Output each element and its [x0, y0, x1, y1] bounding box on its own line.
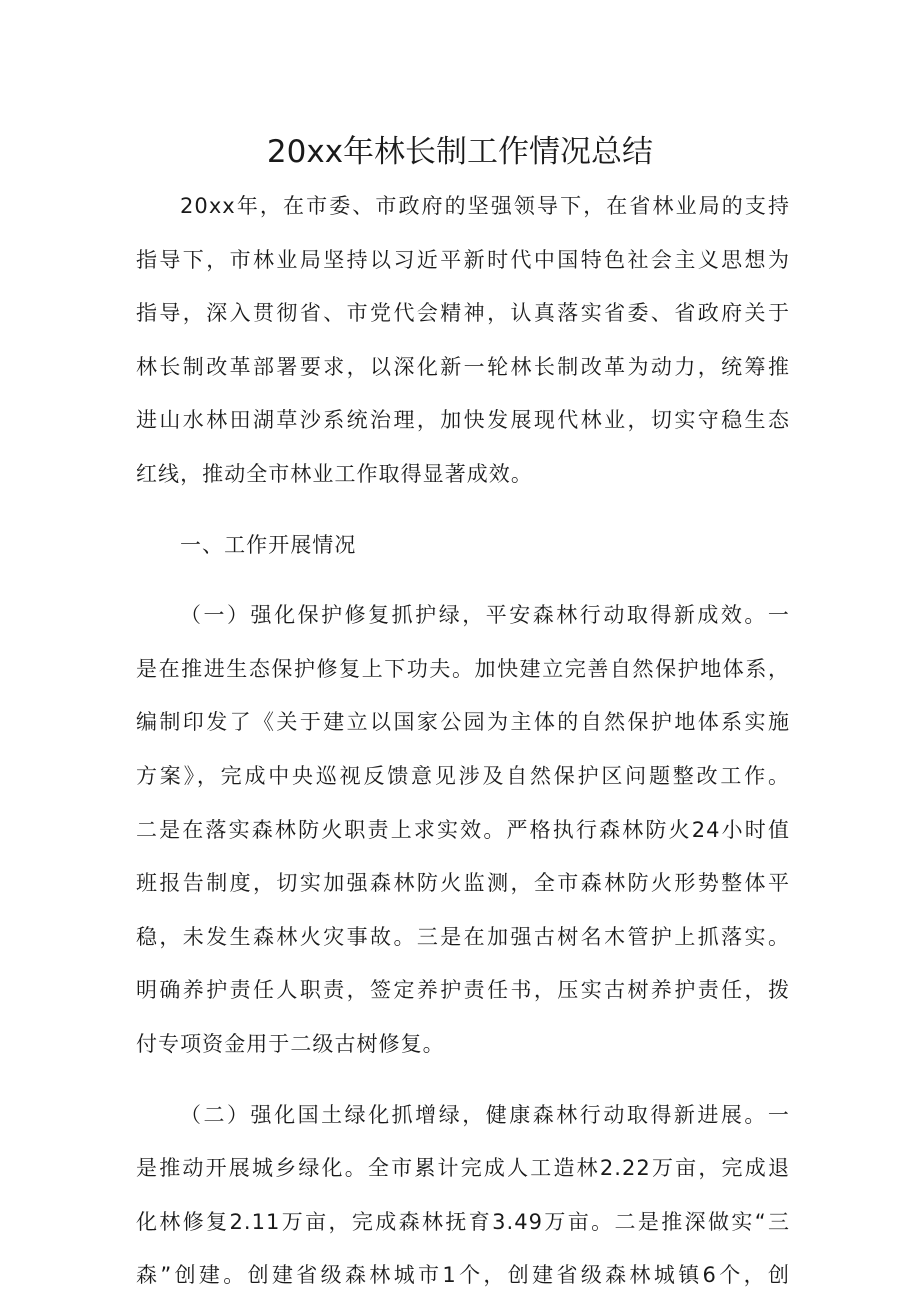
paragraph-gap	[136, 502, 790, 519]
paragraph-3-line-8: 明确养护责任人职责，签定养护责任书，压实古树养护责任，拨	[136, 978, 790, 1003]
document-title: 20xx年林长制工作情况总结	[266, 134, 654, 170]
paragraph-3-line-1: （一）强化保护修复抓护绿，平安森林行动取得新成效。一	[180, 603, 790, 628]
section-heading: 一、工作开展情况	[180, 532, 357, 557]
document-body	[136, 180, 790, 1303]
paragraph-1-line-5: 进山水林田湖草沙系统治理，加快发展现代林业，切实守稳生态	[136, 408, 790, 433]
paragraph-3-line-2: 是在推进生态保护修复上下功夫。加快建立完善自然保护地体系，	[136, 656, 790, 681]
paragraph-3-line-9: 付专项资金用于二级古树修复。	[136, 1031, 445, 1056]
paragraph-4-line-2: 是推动开展城乡绿化。全市累计完成人工造林2.22万亩，完成退	[136, 1156, 790, 1181]
paragraph-1-line-2: 指导下，市林业局坚持以习近平新时代中国特色社会主义思想为	[136, 247, 790, 272]
paragraph-1-line-4: 林长制改革部署要求，以深化新一轮林长制改革为动力，统筹推	[136, 354, 790, 379]
paragraph-3-line-6: 班报告制度，切实加强森林防火监测，全市森林防火形势整体平	[136, 871, 790, 896]
paragraph-3-line-5: 二是在落实森林防火职责上求实效。严格执行森林防火24小时值	[136, 817, 790, 842]
paragraph-1-line-1: 20xx年，在市委、市政府的坚强领导下，在省林业局的支持	[180, 194, 790, 218]
paragraph-gap	[136, 572, 790, 589]
paragraph-gap	[136, 1072, 790, 1089]
paragraph-4-line-4: 森”创建。创建省级森林城市1个，创建省级森林城镇6个，创	[136, 1263, 790, 1288]
paragraph-1-line-6: 红线，推动全市林业工作取得显著成效。	[136, 461, 533, 486]
paragraph-3-line-4: 方案》，完成中央巡视反馈意见涉及自然保护区问题整改工作。	[136, 763, 790, 788]
paragraph-4-line-1: （二）强化国土绿化抓增绿，健康森林行动取得新进展。一	[180, 1102, 790, 1127]
paragraph-1-line-3: 指导，深入贯彻省、市党代会精神，认真落实省委、省政府关于	[136, 301, 790, 326]
paragraph-3-line-7: 稳，未发生森林火灾事故。三是在加强古树名木管护上抓落实。	[136, 924, 790, 949]
paragraph-3-line-3: 编制印发了《关于建立以国家公园为主体的自然保护地体系实施	[136, 710, 790, 735]
paragraph-4-line-3: 化林修复2.11万亩，完成森林抚育3.49万亩。二是推深做实“三	[136, 1209, 790, 1234]
